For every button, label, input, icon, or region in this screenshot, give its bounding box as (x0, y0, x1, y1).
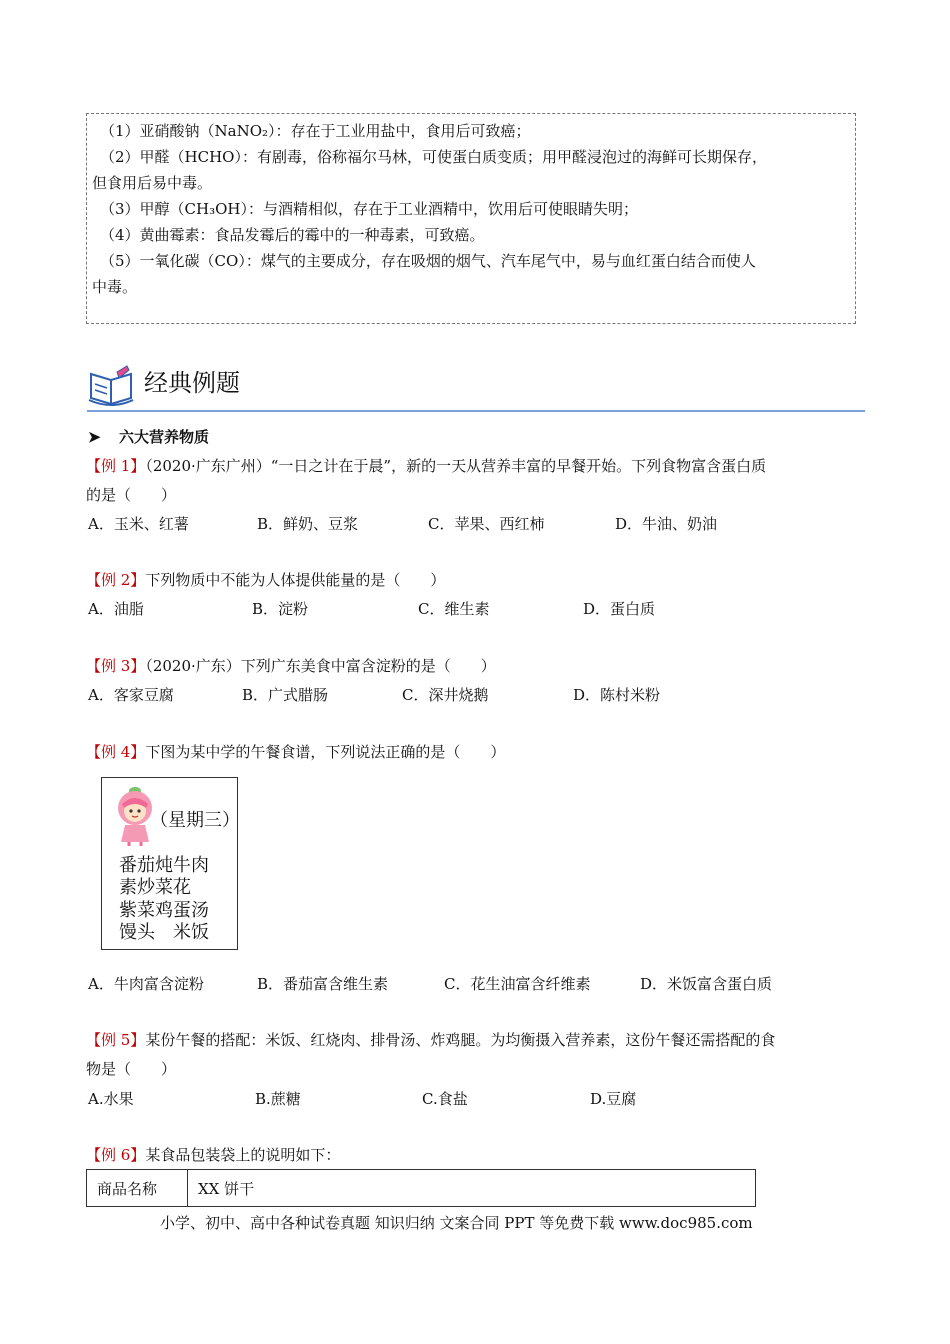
option-b: B.蔗糖 (255, 1090, 301, 1108)
question-stem: （2020·广东）下列广东美食中富含淀粉的是（ ） (145, 657, 496, 675)
question-stem: 某食品包装袋上的说明如下： (145, 1146, 341, 1164)
question-tag: 【例 6】 (86, 1146, 146, 1164)
option-c: C．苹果、西红柿 (428, 515, 545, 533)
section-divider (87, 410, 865, 412)
note-line: （5）一氧化碳（CO）：煤气的主要成分，存在吸烟的烟气、汽车尾气中，易与血红蛋白结合而使人 (100, 252, 756, 270)
note-line: （3）甲醇（CH₃OH）：与酒精相似，存在于工业酒精中，饮用后可使眼睛失明； (100, 200, 638, 218)
menu-item: 番茄炖牛肉 (119, 855, 209, 876)
option-b: B．鲜奶、豆浆 (257, 515, 359, 533)
option-d: D．蛋白质 (583, 600, 656, 618)
section-header (87, 362, 865, 412)
question-stem: 下图为某中学的午餐食谱，下列说法正确的是（ ） (145, 743, 506, 761)
question-3 (86, 656, 496, 676)
note-line: （2）甲醛（HCHO）：有剧毒，俗称福尔马林，可使蛋白质变质；用甲醛浸泡过的海鲜可长期保存， (100, 148, 767, 166)
question-stem-cont: 物是（ ） (86, 1060, 177, 1078)
menu-item: 馒头 米饭 (119, 922, 209, 943)
open-book-icon (87, 364, 137, 408)
option-b: B．广式腊肠 (242, 686, 329, 704)
option-a: A.水果 (88, 1090, 134, 1108)
option-c: C．维生素 (418, 600, 490, 618)
menu-day: （星期三） (150, 810, 240, 831)
question-stem: 下列物质中不能为人体提供能量的是（ ） (145, 571, 446, 589)
question-tag: 【例 2】 (86, 571, 146, 589)
note-line: （4）黄曲霉素：食品发霉后的霉中的一种毒素，可致癌。 (100, 226, 485, 244)
option-a: A．客家豆腐 (88, 686, 174, 704)
option-c: C.食盐 (422, 1090, 468, 1108)
option-a: A．油脂 (88, 600, 144, 618)
note-line: 但食用后易中毒。 (92, 174, 213, 192)
option-b: B．番茄富含维生素 (257, 975, 389, 993)
question-stem-cont: 的是（ ） (86, 486, 177, 504)
lunch-menu-card (101, 777, 238, 950)
option-c: C．花生油富含纤维素 (444, 975, 591, 993)
note-line: （1）亚硝酸钠（NaNO₂）：存在于工业用盐中，食用后可致癌； (100, 122, 531, 140)
option-d: D．米饭富含蛋白质 (640, 975, 773, 993)
question-tag: 【例 3】 (86, 657, 146, 675)
question-tag: 【例 1】 (86, 457, 146, 475)
question-4 (86, 742, 505, 762)
question-1 (86, 456, 766, 476)
question-tag: 【例 5】 (86, 1031, 146, 1049)
question-6 (86, 1145, 340, 1165)
menu-item: 紫菜鸡蛋汤 (119, 900, 209, 921)
section-title: 经典例题 (144, 369, 240, 397)
question-2 (86, 570, 445, 590)
subsection-title: 六大营养物质 (119, 428, 210, 446)
table-cell-label: 商品名称 (87, 1170, 188, 1207)
table-cell-value: XX 饼干 (188, 1170, 756, 1207)
note-line: 中毒。 (92, 278, 138, 296)
question-stem: （2020·广东广州）“一日之计在于晨”，新的一天从营养丰富的早餐开始。下列食物富含蛋白质 (145, 457, 767, 475)
page-footer: 小学、初中、高中各种试卷真题 知识归纳 文案合同 PPT 等免费下载 www.doc985.com (160, 1214, 753, 1232)
option-a: A．牛肉富含淀粉 (88, 975, 204, 993)
product-info-table (86, 1169, 756, 1207)
option-a: A．玉米、红薯 (88, 515, 189, 533)
option-d: D．牛油、奶油 (615, 515, 718, 533)
bullet-icon: ➤ (88, 428, 101, 446)
menu-item: 素炒菜花 (119, 877, 191, 898)
question-5 (86, 1030, 775, 1050)
question-tag: 【例 4】 (86, 743, 146, 761)
table-row (87, 1170, 756, 1207)
option-b: B．淀粉 (252, 600, 309, 618)
option-d: D．陈村米粉 (573, 686, 661, 704)
question-stem: 某份午餐的搭配：米饭、红烧肉、排骨汤、炸鸡腿。为均衡摄入营养素，这份午餐还需搭配的食 (145, 1031, 776, 1049)
option-d: D.豆腐 (590, 1090, 637, 1108)
option-c: C．深井烧鹅 (402, 686, 489, 704)
